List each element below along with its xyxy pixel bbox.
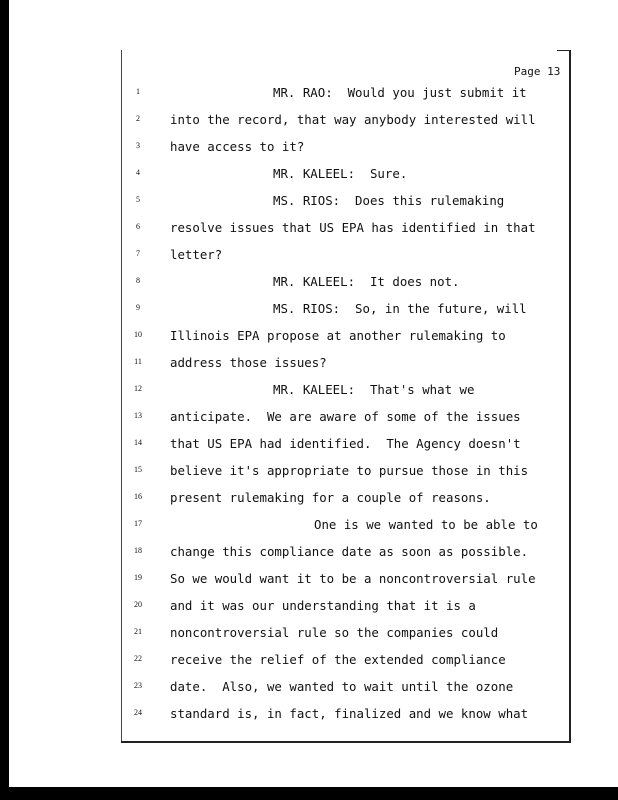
line-text: change this compliance date as soon as possible. [170, 544, 529, 559]
line-number: 8 [136, 276, 140, 285]
transcript-line [0, 436, 618, 463]
transcript-line [0, 382, 618, 409]
transcript-line [0, 274, 618, 301]
line-number: 19 [134, 573, 142, 582]
transcript-line [0, 598, 618, 625]
frame-top-corner [557, 50, 571, 51]
transcript-line [0, 490, 618, 517]
line-text: that US EPA had identified. The Agency doesn't [170, 436, 521, 451]
line-text: and it was our understanding that it is a [170, 598, 476, 613]
line-number: 21 [134, 627, 142, 636]
transcript-line [0, 85, 618, 112]
line-text: present rulemaking for a couple of reasons. [170, 490, 491, 505]
line-number: 6 [136, 222, 140, 231]
transcript-line [0, 706, 618, 733]
transcript-line [0, 679, 618, 706]
transcript-line [0, 328, 618, 355]
line-text: address those issues? [170, 355, 327, 370]
transcript-line [0, 220, 618, 247]
line-number: 18 [134, 546, 142, 555]
line-text: resolve issues that US EPA has identified in that [170, 220, 536, 235]
line-number: 17 [134, 519, 142, 528]
page-number: Page 13 [514, 65, 561, 78]
line-text: So we would want it to be a noncontroversial rule [170, 571, 536, 586]
line-number: 15 [134, 465, 142, 474]
line-number: 23 [134, 681, 142, 690]
line-text: anticipate. We are aware of some of the issues [170, 409, 521, 424]
transcript-line [0, 166, 618, 193]
line-text: MR. RAO: Would you just submit it [273, 85, 527, 100]
transcript-line [0, 463, 618, 490]
transcript-line [0, 355, 618, 382]
transcript-line [0, 625, 618, 652]
line-number: 22 [134, 654, 142, 663]
line-number: 24 [134, 708, 142, 717]
line-number: 14 [134, 438, 142, 447]
line-text: believe it's appropriate to pursue those in this [170, 463, 529, 478]
line-text: MR. KALEEL: That's what we [273, 382, 475, 397]
transcript-line [0, 571, 618, 598]
frame-bottom-rule [121, 741, 571, 743]
line-text: MS. RIOS: Does this rulemaking [273, 193, 505, 208]
line-number: 5 [136, 195, 140, 204]
line-number: 9 [136, 303, 140, 312]
line-number: 16 [134, 492, 142, 501]
line-text: standard is, in fact, finalized and we know what [170, 706, 529, 721]
line-number: 7 [136, 249, 140, 258]
transcript-line [0, 112, 618, 139]
line-text: One is we wanted to be able to [314, 517, 538, 532]
transcript-line [0, 247, 618, 274]
transcript-line [0, 139, 618, 166]
line-number: 3 [136, 141, 140, 150]
transcript-line [0, 301, 618, 328]
line-text: MR. KALEEL: It does not. [273, 274, 460, 289]
line-text: have access to it? [170, 139, 305, 154]
line-number: 12 [134, 384, 142, 393]
line-text: receive the relief of the extended compliance [170, 652, 506, 667]
line-number: 11 [134, 357, 142, 366]
transcript-line [0, 544, 618, 571]
line-number: 13 [134, 411, 142, 420]
line-text: into the record, that way anybody interested will [170, 112, 536, 127]
transcript-line [0, 652, 618, 679]
line-number: 20 [134, 600, 142, 609]
line-number: 4 [136, 168, 140, 177]
scan-bottom-border [0, 787, 618, 800]
line-text: Illinois EPA propose at another rulemaking to [170, 328, 506, 343]
line-text: noncontroversial rule so the companies could [170, 625, 499, 640]
transcript-line [0, 409, 618, 436]
transcript-line [0, 193, 618, 220]
line-text: MR. KALEEL: Sure. [273, 166, 408, 181]
line-number: 10 [134, 330, 142, 339]
line-text: letter? [170, 247, 223, 262]
line-text: date. Also, we wanted to wait until the ozone [170, 679, 514, 694]
line-text: MS. RIOS: So, in the future, will [273, 301, 527, 316]
line-number: 1 [136, 87, 140, 96]
line-number: 2 [136, 114, 140, 123]
transcript-line [0, 517, 618, 544]
